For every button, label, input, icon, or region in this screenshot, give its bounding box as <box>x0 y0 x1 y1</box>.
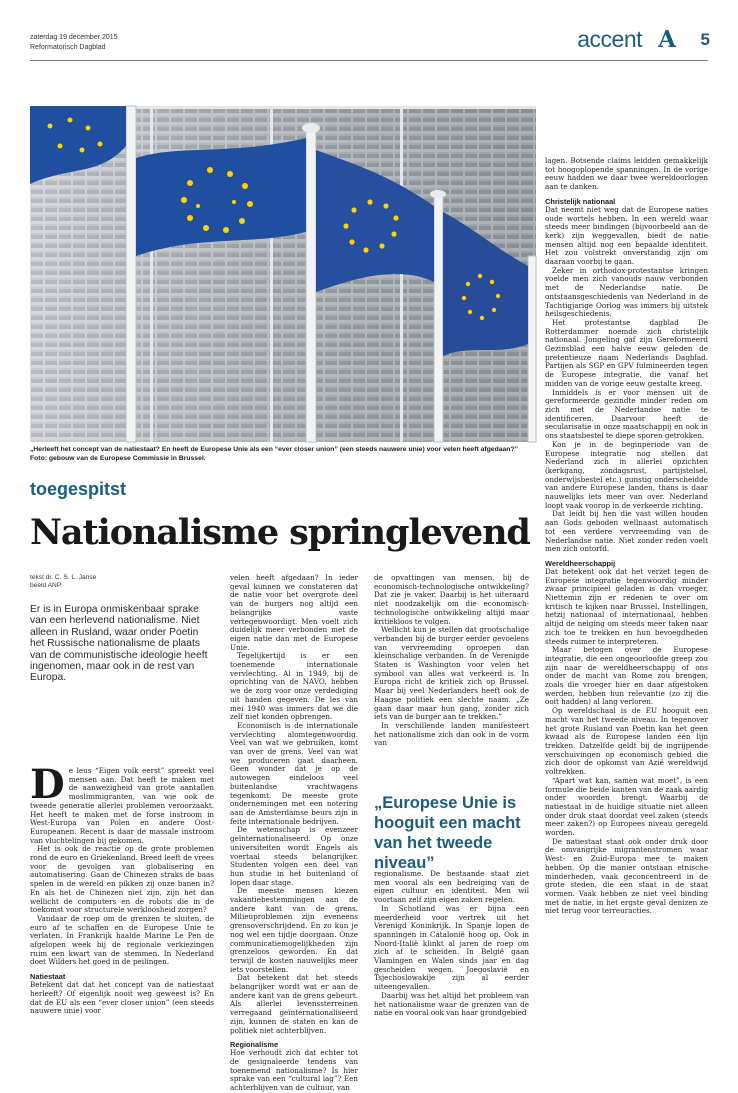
paragraph: Wellicht kun je stellen dat grootschalige verbanden bij de burger eerder gevoelens van vervreemding oproepen dan kleinschalige verbanden. In de Verenigde Staten is Washington voor velen het symbool van alles wat verkeerd is. In Europa richt de kritiek zich op Brussel. Maar bij veel Nederlanders heeft ook de Haagse politiek een slechte naam. „Ze gaan daar maar hun gang, zonder zich iets van de burger aan te trekken.” <box>374 625 529 722</box>
paragraph: de opvattingen van mensen, bij de economisch-technologische ontwikkeling? Dat zie je vaker. Daarbij is het uiteraard niet noodzakelijk om die economisch-technologische ontwikkeling altijd maar kritiekloos te volgen. <box>374 573 529 626</box>
byline <box>30 574 96 590</box>
paragraph: velen heeft afgedaan? In ieder geval kunnen we constateren dat de natie voor het overgrote deel van de burgers nog altijd een belangrijke vaste vertegenwoordigt. Men voelt zich duidelijk meer verbonden met de eigen natie dan met de Europese Unie. <box>230 573 358 652</box>
paragraph: Dat neemt niet weg dat de Europese naties oude wortels hebben. In een wereld waar steeds meer bindingen (bijvoorbeeld aan de kerk) zijn weggevallen, biedt de natie mensen altijd nog een bepaalde identiteit. Het zou volstrekt onverstandig zijn om daaraan voorbij te gaan. <box>545 204 708 267</box>
header-rule <box>30 60 708 61</box>
paragraph: De leus “Eigen volk eerst” spreekt veel mensen aan. Dat heeft te maken met de aanwezigheid van grote aantallen moslimmigranten, van wie ook de tweede generatie allerlei problemen veroorzaakt. Het heeft te maken met de forse instroom in West-Europa van Polen en andere Oost-Europeanen. Recent is daar de massale instroom van vluchtelingen bij gekomen. <box>30 761 214 845</box>
article-intro: Er is in Europa onmiskenbaar sprake van een herlevend nationalisme. Niet alleen in Rusland, waar onder Poetin het Russische nationalisme de plaats van de communistische ideologie heeft ingenomen, maar ook in de rest van Europa. <box>30 604 208 684</box>
subheading-christelijk-nationaal: Christelijk nationaal <box>545 196 616 206</box>
paper-name: Reformatorisch Dagblad <box>30 44 106 51</box>
photo-caption: „Herleeft het concept van de natiestaat? En heeft de Europese Unie als een “ever closer union” (een steeds nauwere unie) voor velen heeft afgedaan?” Foto: gebouw van de Europese Commissie in Brussel. <box>30 446 519 462</box>
paragraph: De wetenschap is evenzeer geïnternationaliseerd. Op onze universiteiten wordt Engels als voertaal steeds belangrijker. Studenten volgen een deel van hun studie in het buitenland of lopen daar stage. <box>230 825 358 887</box>
paragraph: Op wereldschaal is de EU hooguit een macht van het tweede niveau. In tegenover het grote Rusland van Poetin kan het geen kwaad als de Europese landen één lijn trekken. Datzelfde geldt bij de ingrijpende verschuivingen op economisch gebied die zich door de opkomst van Azië wereldwijd voltrekken. <box>545 706 708 777</box>
paragraph: De natiestaat staat ook onder druk door de omvangrijke migrantenstromen waar West- en Zuid-Europa mee te maken hebben. Op die manier ontstaan etnische minderheden, vaak geconcentreerd in de grote steden, die een staat in de staat vormen. Vaak hebben ze niet veel binding met de natie, in het ergste geval denizen ze niet terug voor terreuracties. <box>545 836 708 916</box>
eu-flags-icon <box>30 106 536 442</box>
paragraph: “Apart wat kan, samen wat moet”, is een formule die beide kanten van de zaak aardig onder woorden brengt. Waarbij de natiestaat in de huidige situatie niet alleen onder druk staat doordat veel zaken (steeds meer zaken?) op Europees niveau geregeld worden. <box>545 775 708 838</box>
paragraph: Maar betogen over de Europese integratie, die een ongeoorloofde greep zou zijn naar de wereldheerschappij of ons onder de macht van Rome zou brengen, zoals die vroeger hier en daar afgestoken werden, hebben hun relevantie (zo zij die ooit hadden) al lang verloren. <box>545 645 708 707</box>
article-column-4 <box>545 157 708 916</box>
paragraph: Economisch is de internationale vervlechting alomtegenwoordig. Veel van wat we gebruiken, komt van over de grens. Veel van wat we produceren gaat daarheen. Geen wonder dat je op de autowegen eindeloos veel buitenlandse vrachtwagens tegenkomt. De meeste grote ondernemingen met een notering aan de Amsterdamse beurs zijn in feite internationale bedrijven. <box>230 720 358 826</box>
masthead <box>30 22 710 62</box>
article-column-3 <box>374 574 529 748</box>
paragraph: Dat leidt bij hen die vast willen houden aan Gods geboden wellnaast automatisch tot een verdere vervreemding van de Nederlandse natie. Niet zonder reden voelt men zich ontorfd. <box>545 509 708 554</box>
paragraph: Het protestantse dagblad De Rotterdammer noemde zich christelijk nationaal. Jongeling gaf zijn Gereformeerd Gezinsblad een halve eeuw geleden de pretentieuze naam Nederlands Dagblad. Partijen als SGP en GPV fulmineerden tegen de Europese integratie, die vanaf het midden van de vorige eeuw gestalte kreeg. <box>545 317 708 388</box>
paragraph: Dat betekent ook dat het verzet tegen de Europese integratie tegenwoordig minder zwaar principieel geladen is dan vroeger. Niettemin zijn er redenen te over om kritisch te kijken naar Brussel. Instellingen, hetzij nationaal of internationaal, hebben altijd de neiging om steeds meer taken naar zich toe te trekken en hun bevoegdheden steeds ruimer te interpreteren. <box>545 566 708 646</box>
article-headline: Nationalisme springlevend <box>30 512 530 553</box>
page-number: 5 <box>700 30 710 49</box>
article-column-3-continued <box>374 870 529 1018</box>
section-title: accent <box>577 26 642 52</box>
paragraph: Hoe verhoudt zich dat echter tot de gesignaleerde tendens van toenemend nationalisme? Is hier sprake van een “cultural lag”? Een achterblijven van de cultuur, van <box>230 1048 358 1093</box>
paragraph: Het is ook de reactie op de grote problemen rond de euro en Griekenland. Breed leeft de vrees voor de gevolgen van globalisering en automatisering. Gaan de Chinezen straks de baas spelen in de wereld en pikken zij onze banen in? En als het de Chinezen niet zijn, zijn het dan wellicht de computers en de robots die in de toekomst voor structurele werkloosheid zorgen? <box>30 844 214 915</box>
pull-quote: „Europese Unie is hooguit een macht van het tweede niveau” <box>374 794 521 872</box>
paragraph: In verschillende landen manifesteert het nationalisme zich dan ook in de vorm van <box>374 720 529 748</box>
article-photo <box>30 106 536 442</box>
paragraph: Zeker in orthodox-protestantse kringen voelde men zich vanouds nauw verbonden met de Nederlandse natie. De ontstaansgeschiedenis van Nederland in de Tachtigjarige Oorlog was immers bij uitstek heilsgeschiedenis. <box>545 265 708 319</box>
paragraph: lagen. Botsende claims leidden gemakkelijk tot hoogoplopende spanningen. In de vorige eeuw hadden we daar twee wereldoorlogen aan te danken. <box>545 156 708 192</box>
paragraph: Inmiddels is er voor mensen uit de gereformeerde gezindte minder reden om zich met de Nederlandse natie te identificeren. Daarvoor heeft de secularisatie in onze maatschappij en ook in ons staatsbestel te diepe sporen getrokken. <box>545 387 708 441</box>
drop-cap: D <box>30 761 65 808</box>
paragraph: Daarbij was het altijd het probleem van het nationalisme waar de grenzen van de natie en vooral ook van haar grondgebied <box>374 990 529 1018</box>
article-column-2 <box>230 574 358 1093</box>
paragraph: In Schotland was er bijna een meerderheid voor vertrek uit het Verenigd Koninkrijk. In Spanje lopen de spanningen in Catalonië hoog op. Ook in Noord-Italië klinkt al jaren de roep om zich af te scheiden. In België gaan Vlamingen en Walen sinds jaar en dag gescheiden wegen. Joegoslavië en Tsjechoslowakije zijn al eerder uiteengevallen. <box>374 903 529 992</box>
paragraph: regionalisme. De bestaande staat ziet men vooral als een bedreiging van de eigen cultuur en identiteit. Men wil voortaan zelf zijn eigen zaken regelen. <box>374 869 529 905</box>
subheading-regionalisme: Regionalisme <box>230 1040 279 1050</box>
section-logo: A <box>658 26 676 53</box>
paragraph: De meeste mensen kiezen vakantiebestemmingen aan de andere kant van de grens. Milieuproblemen zijn eveneens grensoverschrijdend. En zo kun je nog wel een tijdje doorgaan. Onze communicatiemogelijkheden zijn grenzeloos geworden. En dat terwijl de kosten nauwelijks meer iets voorstellen. <box>230 886 358 974</box>
paragraph: Betekent dat dat het concept van de natiestaat herleeft? Of eigenlijk nooit weg geweest is? En dat de EU als een “ever closer union” (een steeds nauwere unie) voor <box>30 980 214 1016</box>
byline-photo: beeld ANP <box>30 582 62 589</box>
paragraph: Kon je in de beginperiode van de Europese integratie nog stellen dat Nederland zich in allerlei opzichten (kerkgang, zondagsrust, partijstelsel, onderwijsbestel etc.) gunstig onderscheidde van andere Europese landen, thans is daar nauwelijks iets meer van over. Nederland loopt vaak voorop in de verkeerde richting. <box>545 439 708 510</box>
subheading-wereldheerschappij: Wereldheerschappij <box>545 558 616 568</box>
issue-date: zaterdag 19 december 2015 <box>30 34 118 41</box>
byline-author: tekst dr. C. S. L. Janse <box>30 574 97 581</box>
article-kicker: toegespitst <box>30 479 127 499</box>
paragraph: Vandaar de roep om de grenzen te sluiten, de euro af te schaffen en de Europese Unie te verlaten. In Frankrijk haalde Marine Le Pen de afgelopen week bij de regionale verkiezingen ruim een kwart van de stemmen. In Nederland doet Wilders het goed in de peilingen. <box>30 913 214 967</box>
paragraph: Tegelijkertijd is er een toenemende internationale vervlechting. Al in 1949, bij de oprichting van de NAVO, hebben we de zorg voor onze verdediging uit handen gegeven. De les van mei 1940 was immers dat we die zelf niet konden opbrengen. <box>230 651 358 722</box>
subheading-natiestaat: Natiestaat <box>30 972 66 982</box>
article-column-1 <box>30 761 214 1016</box>
paragraph: Dat betekent dat het steeds belangrijker wordt wat er aan de andere kant van de grens gebeurt. Als allerlei levenssterreinen verregaand geïnternationaliseerd zijn, kunnen de staten en kan de politiek niet achterblijven. <box>230 973 358 1035</box>
